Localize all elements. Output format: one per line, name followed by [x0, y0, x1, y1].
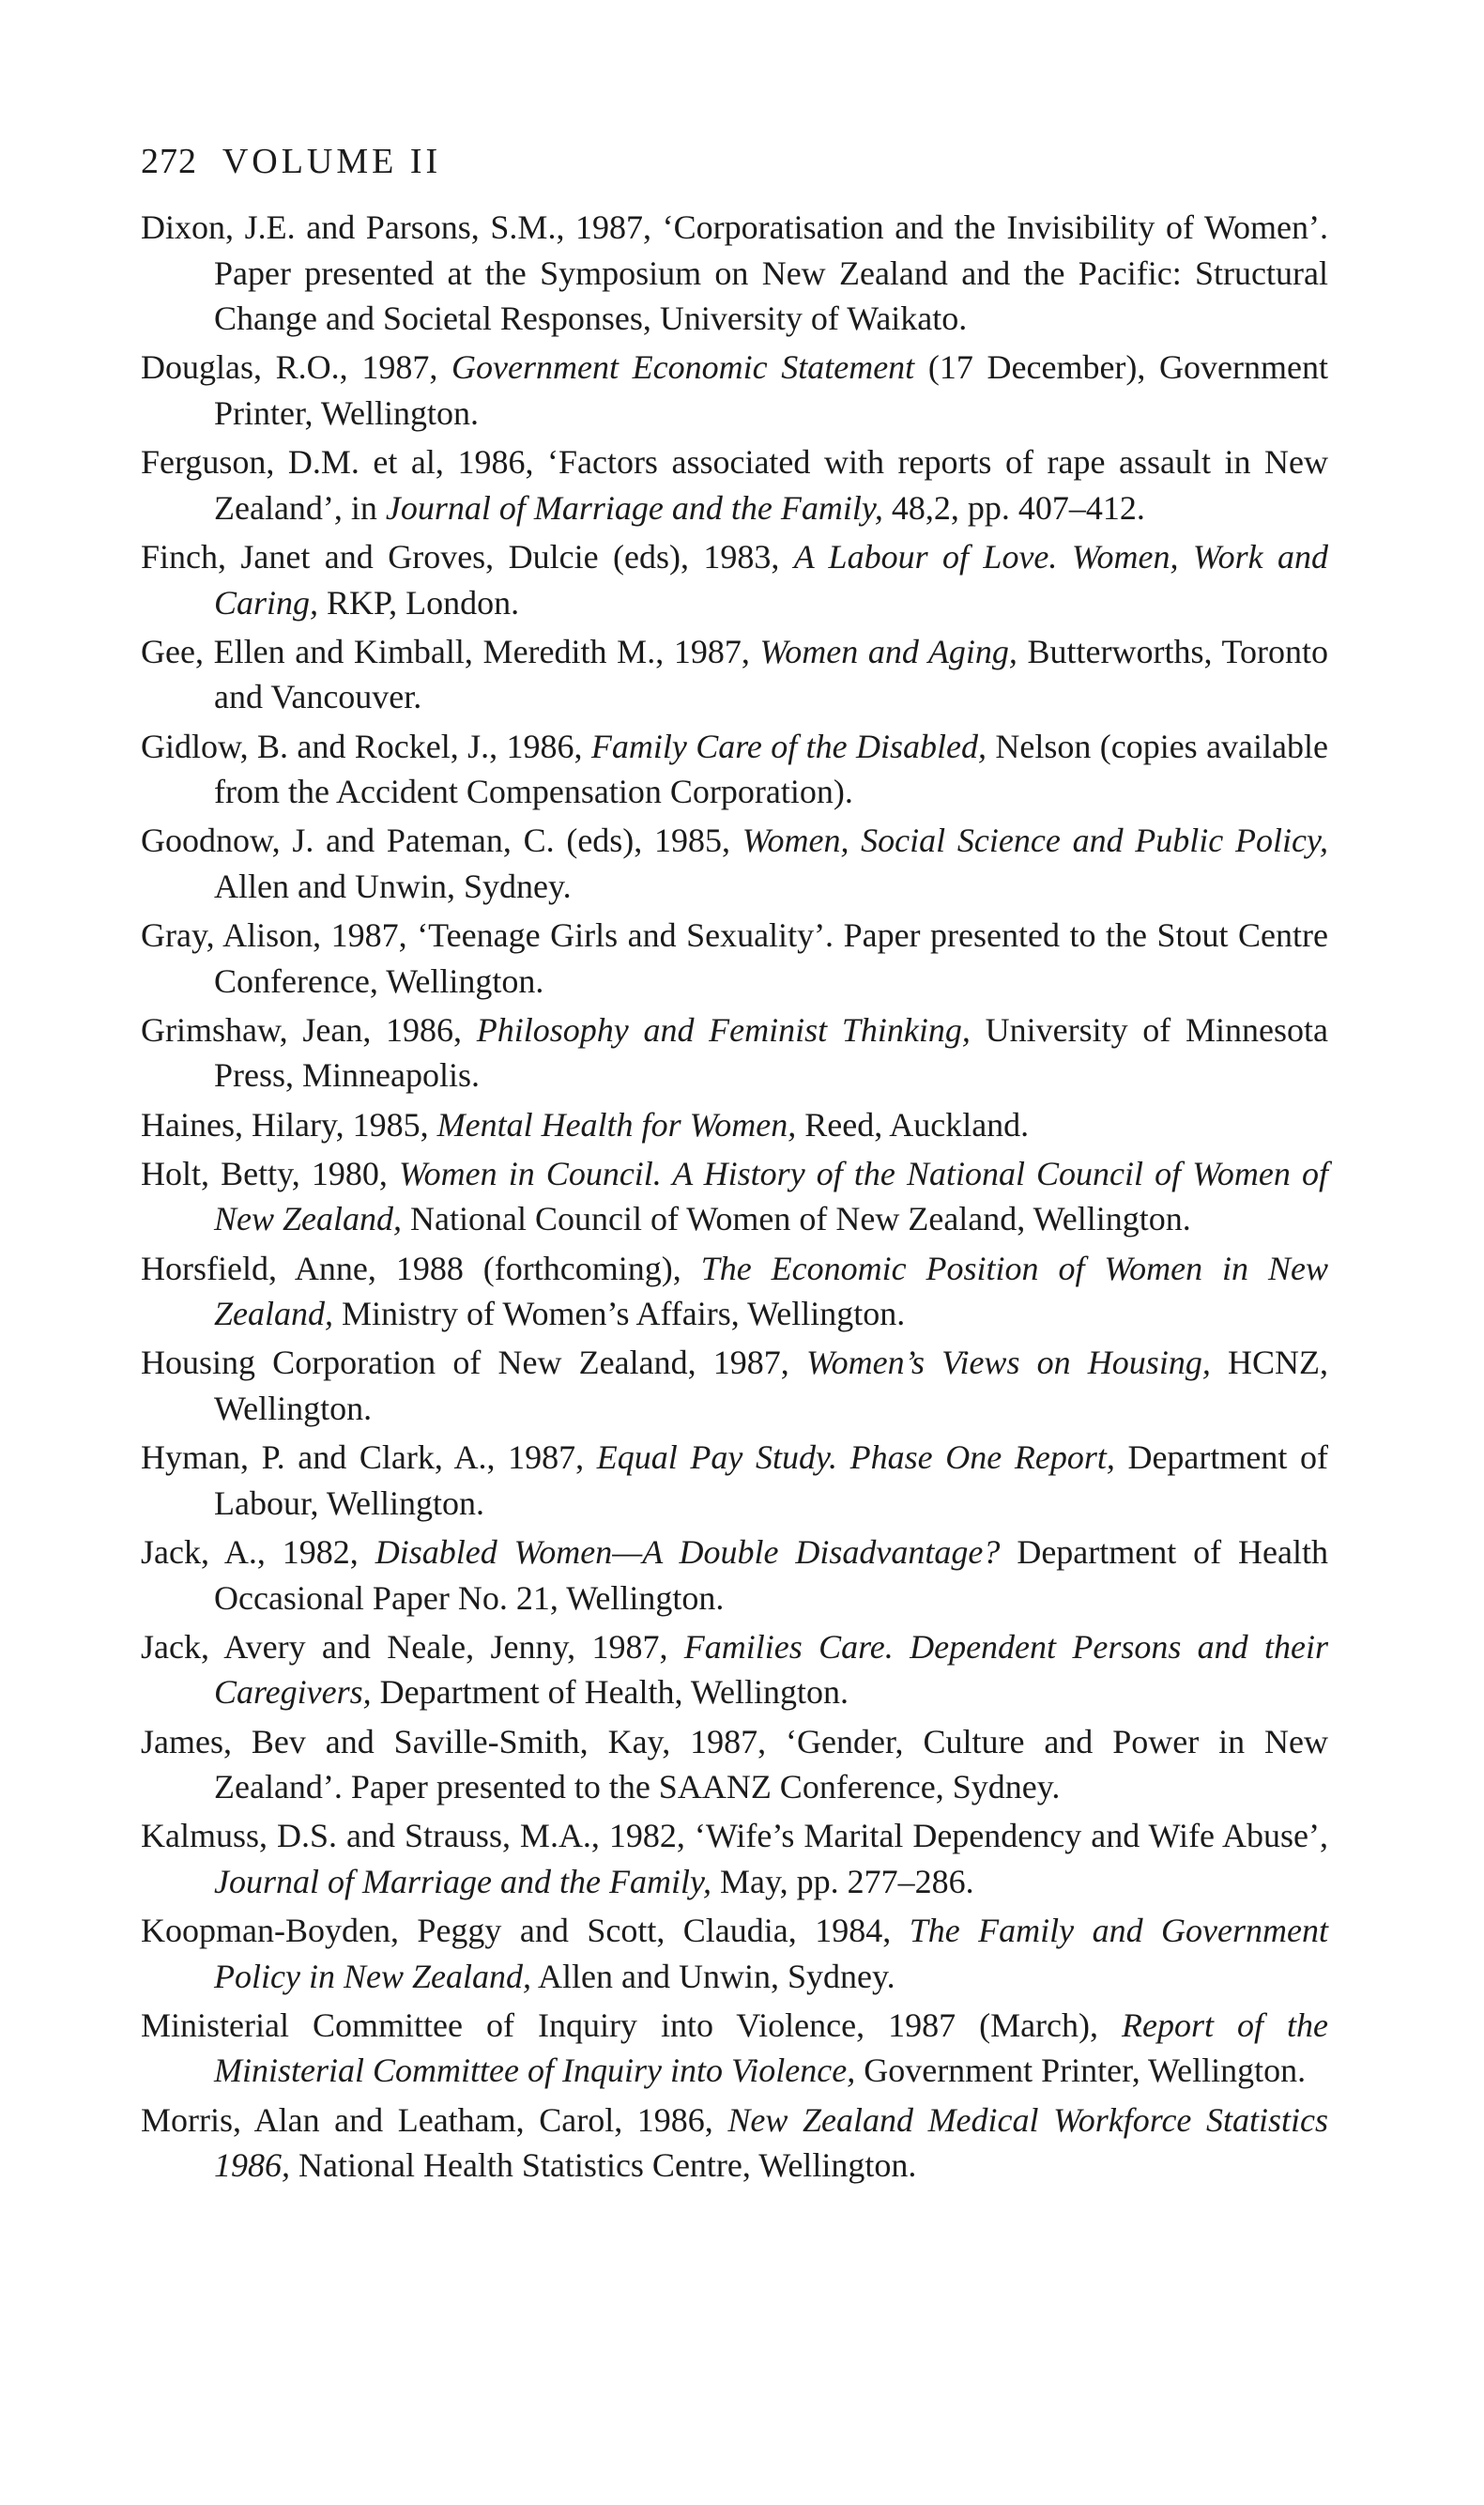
reference-title: The Economic Position of Women in New Zealand, [214, 1249, 1328, 1333]
reference-entry [141, 2098, 1328, 2189]
reference-text: Ferguson, D.M. et al, 1986, ‘Factors associated with reports of rape assault in New Zealand’, in [141, 443, 1328, 527]
reference-title: New Zealand Medical Workforce Statistics 1986, [214, 2100, 1328, 2185]
reference-details: University of Minnesota Press, Minneapolis. [214, 1010, 1328, 1095]
reference-title: Disabled Women—A Double Disadvantage? [375, 1532, 1001, 1571]
reference-entry [141, 1624, 1328, 1715]
reference-title: Family Care of the Disabled, [590, 727, 987, 765]
reference-text: Goodnow, J. and Pateman, C. (eds), 1985, [141, 822, 742, 860]
reference-entry [141, 1151, 1328, 1242]
reference-details: Reed, Auckland. [796, 1105, 1030, 1144]
reference-details: National Health Statistics Centre, Wellington. [290, 2146, 917, 2185]
reference-title: Mental Health for Women, [436, 1105, 797, 1144]
reference-text: Haines, Hilary, 1985, [141, 1105, 437, 1144]
reference-text: Gray, Alison, 1987, ‘Teenage Girls and Sexuality’. Paper presented to the Stout Centre Conference, Wellington. [141, 916, 1328, 1000]
reference-details: Nelson (copies available from the Accident Compensation Corporation). [214, 727, 1328, 811]
reference-text: Ministerial Committee of Inquiry into Violence, 1987 (March), [141, 2006, 1123, 2044]
reference-text: Gee, Ellen and Kimball, Meredith M., 1987, [141, 632, 760, 670]
reference-entry [141, 1435, 1328, 1526]
reference-text: Hyman, P. and Clark, A., 1987, [141, 1438, 597, 1477]
reference-text: Jack, Avery and Neale, Jenny, 1987, [141, 1627, 684, 1666]
reference-title: Women and Aging, [759, 632, 1017, 670]
reference-title: Report of the Ministerial Committee of Inquiry into Violence, [214, 2006, 1329, 2090]
running-head [141, 141, 1328, 182]
reference-entry [141, 1340, 1328, 1431]
reference-title: Journal of Marriage and the Family, [385, 488, 883, 527]
reference-entry [141, 534, 1328, 625]
reference-title: Women, Social Science and Public Policy, [742, 822, 1328, 860]
reference-entry [141, 818, 1328, 909]
reference-text: Kalmuss, D.S. and Strauss, M.A., 1982, ‘Wife’s Marital Dependency and Wife Abuse’, [141, 1817, 1328, 1855]
reference-entry [141, 1529, 1328, 1621]
reference-text: James, Bev and Saville-Smith, Kay, 1987, ‘Gender, Culture and Power in New Zealand’. Paper presented to the SAANZ Conference, Sydney. [141, 1722, 1328, 1806]
reference-text: Housing Corporation of New Zealand, 1987, [141, 1344, 806, 1382]
volume-label: VOLUME II [222, 142, 442, 181]
reference-details: Ministry of Women’s Affairs, Wellington. [333, 1295, 906, 1333]
reference-details: Butterworths, Toronto and Vancouver. [214, 632, 1329, 716]
reference-entry [141, 1719, 1328, 1810]
reference-text: Gidlow, B. and Rockel, J., 1986, [141, 727, 591, 765]
reference-details: Department of Labour, Wellington. [214, 1438, 1329, 1522]
reference-text: Morris, Alan and Leatham, Carol, 1986, [141, 2100, 728, 2139]
reference-entry [141, 1007, 1328, 1099]
page-content [141, 141, 1328, 2191]
page-number: 272 [141, 142, 197, 181]
reference-title: The Family and Government Policy in New Zealand, [214, 1912, 1328, 1995]
reference-text: Grimshaw, Jean, 1986, [141, 1010, 477, 1049]
reference-title: Journal of Marriage and the Family, [214, 1862, 711, 1900]
reference-details: Government Printer, Wellington. [855, 2052, 1307, 2090]
reference-details: Department of Health, Wellington. [371, 1673, 849, 1712]
reference-title: Philosophy and Feminist Thinking, [476, 1010, 971, 1049]
reference-text: Dixon, J.E. and Parsons, S.M., 1987, ‘Corporatisation and the Invisibility of Women’. Paper presented at the Symposium on New Zealand and the Pacific: Structural Change and Societal Responses, University of Waikato. [141, 208, 1328, 338]
reference-text: Horsfield, Anne, 1988 (forthcoming), [141, 1249, 701, 1287]
reference-title: Women’s Views on Housing, [805, 1344, 1211, 1382]
reference-details: May, pp. 277–286. [711, 1862, 974, 1900]
reference-title: Families Care. Dependent Persons and their Caregivers, [214, 1627, 1328, 1712]
reference-entry [141, 1908, 1328, 1999]
reference-title: Women in Council. A History of the National Council of Women of New Zealand, [214, 1154, 1328, 1238]
reference-text: Jack, A., 1982, [141, 1532, 375, 1571]
reference-details: (17 December), Government Printer, Wellington. [214, 348, 1329, 432]
reference-details: Department of Health Occasional Paper No. 21, Wellington. [214, 1532, 1329, 1617]
reference-text: Koopman-Boyden, Peggy and Scott, Claudia, 1984, [141, 1912, 910, 1950]
reference-entry [141, 205, 1328, 342]
reference-entry [141, 1102, 1328, 1148]
reference-list [141, 205, 1328, 2189]
reference-entry [141, 345, 1328, 436]
reference-details: National Council of Women of New Zealand, Wellington. [402, 1200, 1191, 1238]
reference-entry [141, 1246, 1328, 1337]
reference-details: Allen and Unwin, Sydney. [214, 867, 572, 905]
reference-details: RKP, London. [318, 583, 520, 622]
reference-text: Holt, Betty, 1980, [141, 1154, 399, 1192]
reference-entry [141, 629, 1328, 720]
reference-entry [141, 724, 1328, 815]
reference-entry [141, 439, 1328, 530]
reference-details: HCNZ, Wellington. [214, 1344, 1329, 1427]
reference-entry [141, 913, 1328, 1004]
reference-entry [141, 2003, 1328, 2094]
reference-title: A Labour of Love. Women, Work and Caring, [214, 537, 1328, 622]
reference-details: 48,2, pp. 407–412. [882, 488, 1145, 527]
reference-entry [141, 1813, 1328, 1904]
reference-title: Equal Pay Study. Phase One Report, [596, 1438, 1115, 1477]
reference-text: Douglas, R.O., 1987, [141, 348, 451, 387]
reference-text: Finch, Janet and Groves, Dulcie (eds), 1983, [141, 537, 794, 576]
reference-title: Government Economic Statement [451, 348, 915, 387]
reference-details: Allen and Unwin, Sydney. [530, 1957, 895, 1995]
